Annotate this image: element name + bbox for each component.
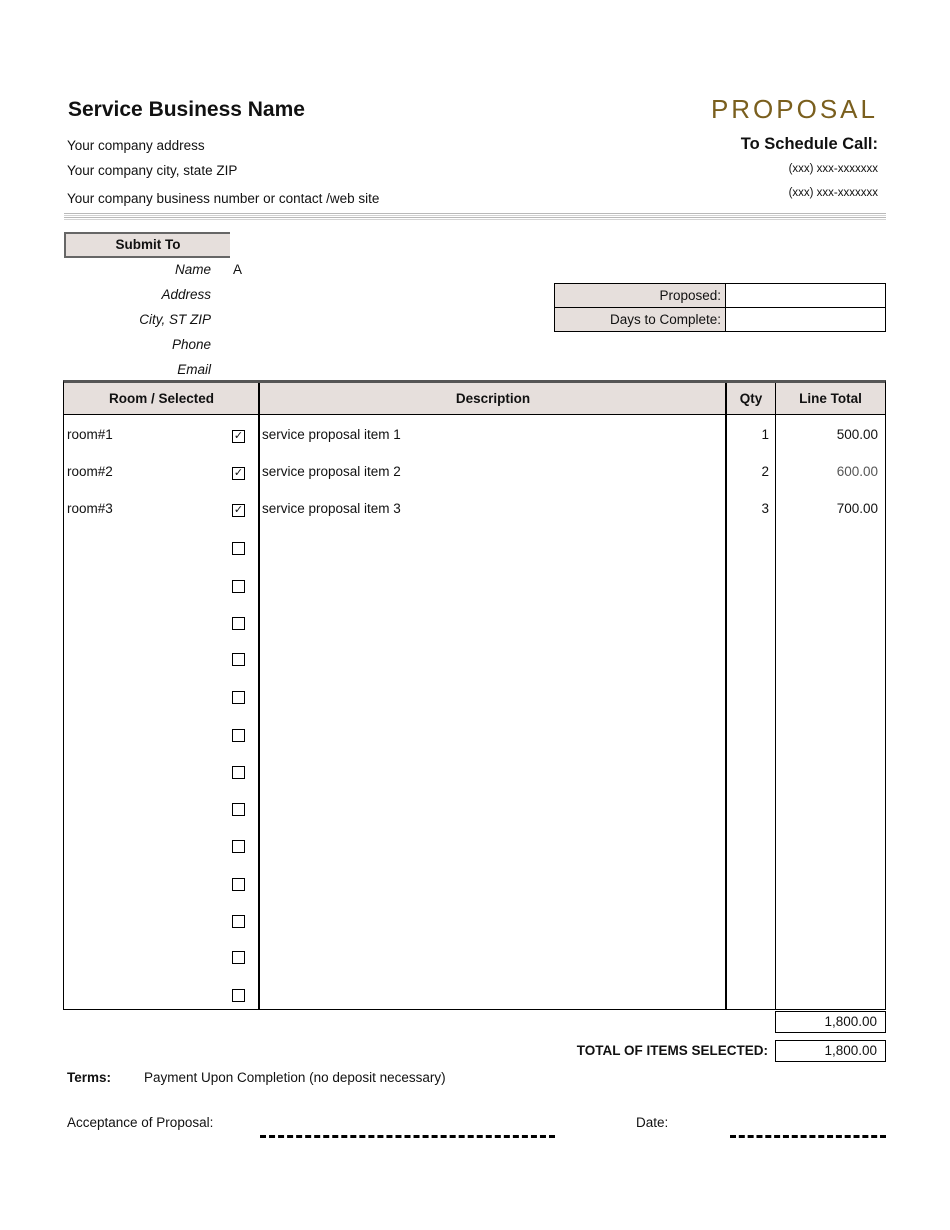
header-divider-line — [64, 213, 886, 214]
acceptance-label: Acceptance of Proposal: — [67, 1115, 214, 1130]
checkbox-icon[interactable] — [232, 840, 245, 853]
terms-value: Payment Upon Completion (no deposit necessary) — [144, 1070, 446, 1085]
document-title: PROPOSAL — [710, 94, 878, 124]
col-header-room: Room / Selected — [108, 391, 215, 406]
table-row — [64, 763, 885, 783]
line-total-cell: 700.00 — [836, 501, 878, 516]
checkbox-icon[interactable] — [232, 653, 245, 666]
checkbox-icon[interactable] — [232, 803, 245, 816]
submit-to-heading: Submit To — [64, 232, 230, 258]
col-header-qty: Qty — [739, 391, 763, 406]
table-row — [64, 501, 885, 521]
table-row — [64, 726, 885, 746]
qty-cell: 2 — [761, 464, 769, 479]
submit-name-label: Name — [174, 262, 211, 277]
table-row — [64, 688, 885, 708]
checkbox-icon[interactable] — [232, 951, 245, 964]
table-row — [64, 650, 885, 670]
table-row — [64, 800, 885, 820]
line-total-cell: 600.00 — [836, 464, 878, 479]
submit-city-label: City, ST ZIP — [139, 312, 211, 327]
company-address: Your company address — [67, 138, 205, 153]
subtotal-box: 1,800.00 — [775, 1011, 886, 1033]
header-divider-line — [64, 215, 886, 216]
table-row — [64, 948, 885, 968]
table-header-row — [64, 383, 885, 415]
schedule-phone-1: (xxx) xxx-xxxxxxx — [788, 163, 878, 175]
company-city-state-zip: Your company city, state ZIP — [67, 163, 238, 178]
days-to-complete-label: Days to Complete: — [555, 308, 726, 331]
table-row — [64, 427, 885, 447]
description-cell: service proposal item 1 — [262, 427, 401, 442]
checkbox-icon[interactable] — [232, 989, 245, 1002]
terms-label: Terms: — [67, 1070, 112, 1085]
table-row — [64, 577, 885, 597]
table-row — [64, 875, 885, 895]
qty-cell: 3 — [761, 501, 769, 516]
room-cell: room#3 — [67, 501, 113, 516]
checkbox-icon[interactable] — [232, 617, 245, 630]
date-signature-line[interactable] — [730, 1135, 886, 1138]
schedule-phone-2: (xxx) xxx-xxxxxxx — [788, 187, 878, 199]
qty-cell: 1 — [761, 427, 769, 442]
date-label: Date: — [636, 1115, 669, 1130]
checkbox-icon[interactable] — [232, 580, 245, 593]
acceptance-signature-line[interactable] — [260, 1135, 555, 1138]
total-selected-label: TOTAL OF ITEMS SELECTED: — [576, 1043, 768, 1058]
header-divider-line — [64, 217, 886, 218]
room-cell: room#2 — [67, 464, 113, 479]
schedule-call-label: To Schedule Call: — [740, 135, 878, 153]
items-table — [63, 380, 886, 1010]
submit-address-label: Address — [161, 287, 211, 302]
checked-checkbox-icon[interactable]: ✓ — [233, 504, 244, 516]
checked-checkbox-icon[interactable]: ✓ — [233, 467, 244, 479]
header-divider-line — [64, 219, 886, 220]
room-cell: room#1 — [67, 427, 113, 442]
business-name: Service Business Name — [68, 98, 305, 121]
checkbox-icon[interactable] — [232, 542, 245, 555]
col-header-line-total: Line Total — [799, 391, 862, 406]
checkbox-icon[interactable] — [232, 915, 245, 928]
submit-name-value[interactable]: A — [233, 262, 243, 277]
proposed-field[interactable] — [554, 283, 886, 308]
days-to-complete-field[interactable] — [554, 307, 886, 332]
checkbox-icon[interactable] — [232, 878, 245, 891]
submit-phone-label: Phone — [171, 337, 211, 352]
table-row — [64, 464, 885, 484]
company-contact: Your company business number or contact /web site — [67, 191, 380, 206]
table-row — [64, 837, 885, 857]
checkbox-icon[interactable] — [232, 766, 245, 779]
checkbox-icon[interactable] — [232, 691, 245, 704]
proposed-label: Proposed: — [555, 284, 726, 307]
table-row — [64, 539, 885, 559]
line-total-cell: 500.00 — [836, 427, 878, 442]
checkbox-icon[interactable] — [232, 729, 245, 742]
description-cell: service proposal item 2 — [262, 464, 401, 479]
table-row — [64, 614, 885, 634]
total-selected-box: 1,800.00 — [775, 1040, 886, 1062]
table-row — [64, 912, 885, 932]
checked-checkbox-icon[interactable]: ✓ — [233, 430, 244, 442]
submit-email-label: Email — [177, 362, 211, 377]
col-header-description: Description — [455, 391, 531, 406]
table-row — [64, 986, 885, 1006]
description-cell: service proposal item 3 — [262, 501, 401, 516]
